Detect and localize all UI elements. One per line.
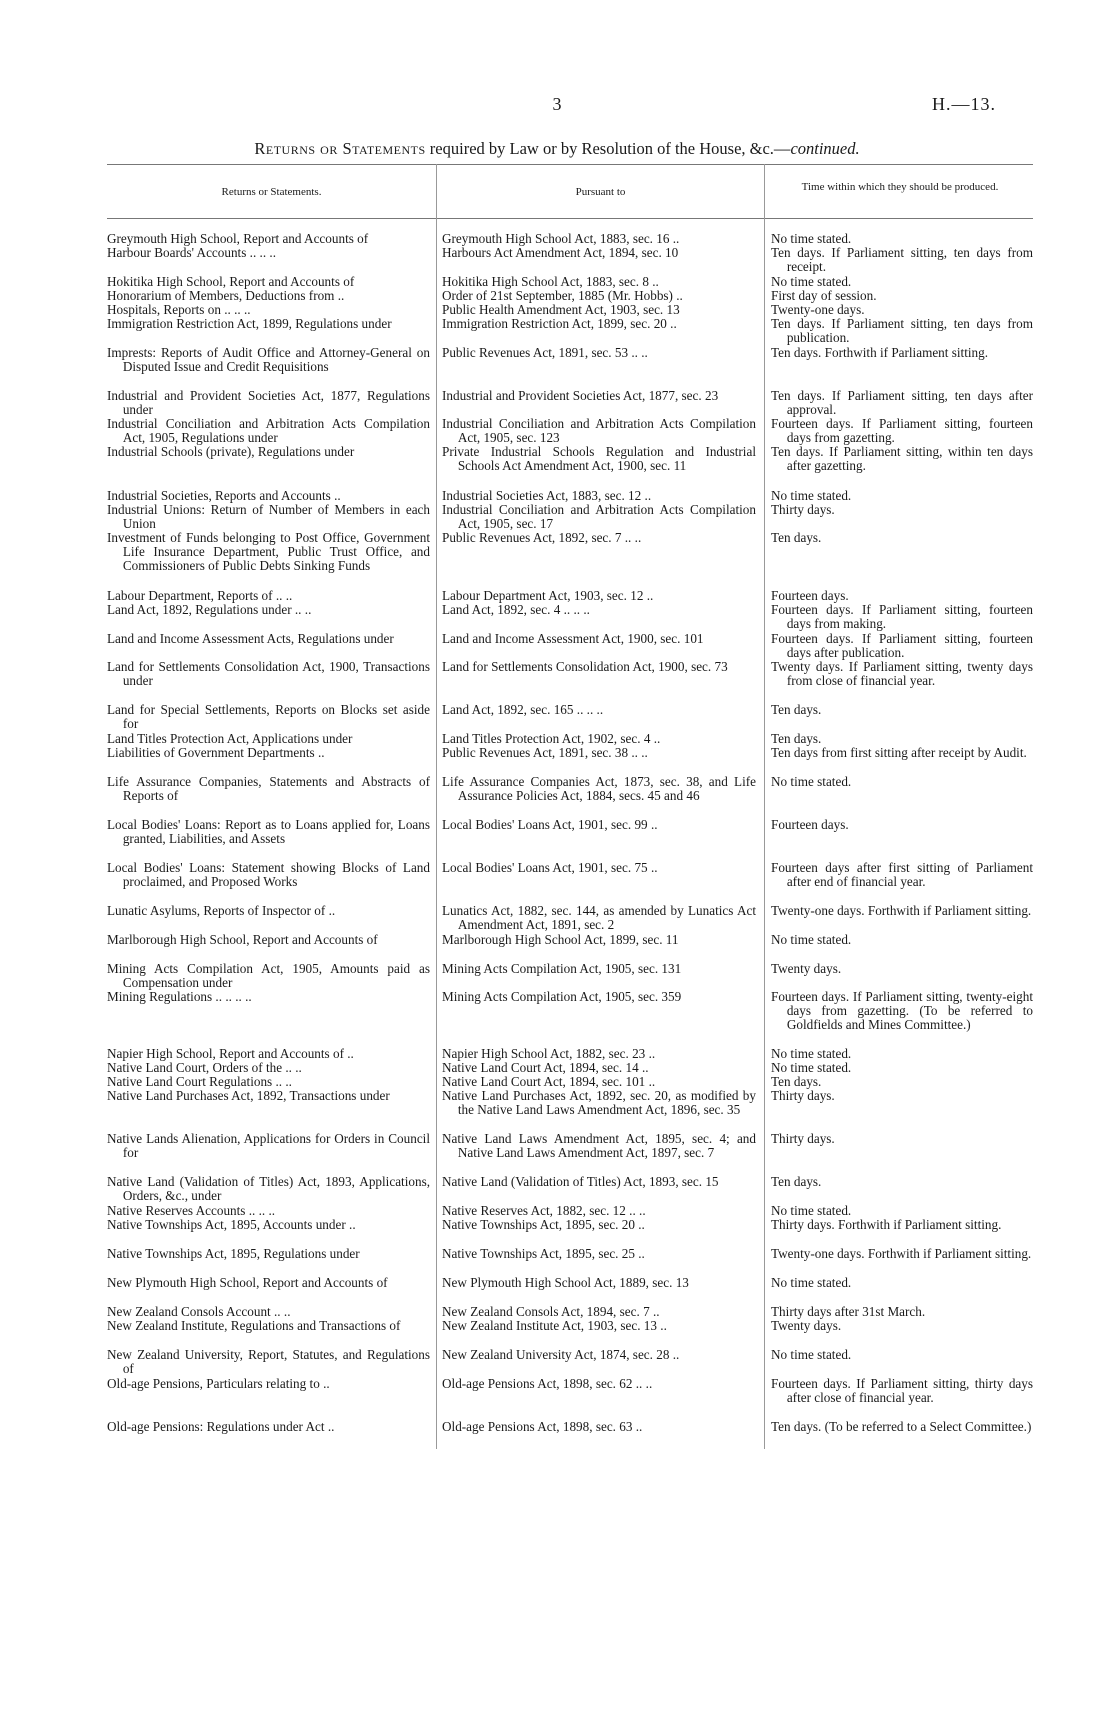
- pursuant-cell: Mining Acts Compilation Act, 1905, sec. 359: [442, 989, 682, 1004]
- pursuant-cell: Napier High School Act, 1882, sec. 23 ..: [442, 1046, 656, 1061]
- time-cell: Fourteen days.: [771, 588, 849, 603]
- time-cell: First day of session.: [771, 288, 877, 303]
- returns-cell: Industrial Societies, Reports and Accounts ..: [107, 488, 341, 503]
- returns-cell: Industrial Unions: Return of Number of Members in each Union: [107, 502, 430, 532]
- returns-cell: Land Act, 1892, Regulations under .. ..: [107, 602, 312, 617]
- returns-cell: Land for Settlements Consolidation Act, 1900, Transactions under: [107, 659, 430, 689]
- returns-cell: New Plymouth High School, Report and Accounts of: [107, 1275, 388, 1290]
- document-code: H.—13.: [932, 94, 996, 114]
- page-number: 3: [552, 94, 562, 114]
- returns-cell: Industrial Schools (private), Regulations under: [107, 444, 355, 459]
- pursuant-cell: Life Assurance Companies Act, 1873, sec. 38, and Life Assurance Policies Act, 1884, secs. 45 and 46: [442, 774, 756, 804]
- returns-cell: Local Bodies' Loans: Report as to Loans applied for, Loans granted, Liabilities, and Assets: [107, 817, 430, 847]
- time-cell: Thirty days. Forthwith if Parliament sitting.: [771, 1217, 1002, 1232]
- returns-cell: Napier High School, Report and Accounts of ..: [107, 1046, 354, 1061]
- time-cell: Thirty days.: [771, 1131, 835, 1146]
- pursuant-cell: Industrial Conciliation and Arbitration Acts Compilation Act, 1905, sec. 123: [442, 416, 756, 446]
- pursuant-cell: Industrial Societies Act, 1883, sec. 12 ..: [442, 488, 652, 503]
- pursuant-cell: Industrial Conciliation and Arbitration Acts Compilation Act, 1905, sec. 17: [442, 502, 756, 532]
- time-cell: No time stated.: [771, 1060, 852, 1075]
- returns-cell: Land and Income Assessment Acts, Regulations under: [107, 631, 394, 646]
- returns-cell: Investment of Funds belonging to Post Office, Government Life Insurance Department, Public Trust Office, and Commissioners of Public Debts Sinking Funds: [107, 530, 430, 574]
- returns-cell: Hospitals, Reports on .. .. ..: [107, 302, 251, 317]
- pursuant-cell: Native Land Purchases Act, 1892, sec. 20, as modified by the Native Land Laws Amendment Act, 1896, sec. 35: [442, 1088, 756, 1118]
- pursuant-cell: Native Townships Act, 1895, sec. 20 ..: [442, 1217, 645, 1232]
- pursuant-cell: Native Reserves Act, 1882, sec. 12 .. ..: [442, 1203, 646, 1218]
- pursuant-cell: Harbours Act Amendment Act, 1894, sec. 10: [442, 245, 679, 260]
- returns-cell: Local Bodies' Loans: Statement showing Blocks of Land proclaimed, and Proposed Works: [107, 860, 430, 890]
- pursuant-cell: Public Revenues Act, 1891, sec. 53 .. ..: [442, 345, 648, 360]
- pursuant-cell: Old-age Pensions Act, 1898, sec. 63 ..: [442, 1419, 643, 1434]
- time-cell: Twenty days.: [771, 961, 842, 976]
- time-cell: No time stated.: [771, 774, 852, 789]
- time-cell: Ten days.: [771, 702, 822, 717]
- time-cell: Fourteen days. If Parliament sitting, thirty days after close of financial year.: [771, 1376, 1033, 1406]
- column-header-time: Time within which they should be produced.: [801, 181, 999, 193]
- time-cell: Twenty-one days. Forthwith if Parliament sitting.: [771, 903, 1032, 918]
- time-cell: Ten days from first sitting after receipt by Audit.: [771, 745, 1027, 760]
- time-cell: No time stated.: [771, 274, 852, 289]
- pursuant-cell: Land Act, 1892, sec. 4 .. .. ..: [442, 602, 590, 617]
- header-rule: [107, 218, 1033, 219]
- pursuant-cell: Local Bodies' Loans Act, 1901, sec. 75 ..: [442, 860, 658, 875]
- time-cell: Ten days.: [771, 1074, 822, 1089]
- time-cell: No time stated.: [771, 1275, 852, 1290]
- pursuant-cell: New Plymouth High School Act, 1889, sec. 13: [442, 1275, 689, 1290]
- time-cell: No time stated.: [771, 1347, 852, 1362]
- time-cell: Fourteen days. If Parliament sitting, fourteen days after publication.: [771, 631, 1033, 661]
- time-cell: No time stated.: [771, 1046, 852, 1061]
- pursuant-cell: New Zealand University Act, 1874, sec. 28 ..: [442, 1347, 680, 1362]
- pursuant-cell: Native Land Court Act, 1894, sec. 14 ..: [442, 1060, 649, 1075]
- returns-cell: Mining Regulations .. .. .. ..: [107, 989, 252, 1004]
- time-cell: Ten days. Forthwith if Parliament sitting.: [771, 345, 989, 360]
- pursuant-cell: Order of 21st September, 1885 (Mr. Hobbs) ..: [442, 288, 683, 303]
- returns-cell: Native Townships Act, 1895, Regulations under: [107, 1246, 360, 1261]
- title-main: Returns or Statements: [254, 139, 426, 158]
- returns-cell: Native Land (Validation of Titles) Act, 1893, Applications, Orders, &c., under: [107, 1174, 430, 1204]
- time-cell: No time stated.: [771, 488, 852, 503]
- time-cell: Thirty days after 31st March.: [771, 1304, 926, 1319]
- time-cell: Ten days.: [771, 731, 822, 746]
- pursuant-cell: Old-age Pensions Act, 1898, sec. 62 .. ..: [442, 1376, 653, 1391]
- pursuant-cell: Marlborough High School Act, 1899, sec. 11: [442, 932, 679, 947]
- title-middle: required by Law or by Resolution of the House, &c.—: [425, 139, 791, 158]
- pursuant-cell: Native Land Laws Amendment Act, 1895, sec. 4; and Native Land Laws Amendment Act, 1897, sec. 7: [442, 1131, 756, 1161]
- title-continued: continued.: [790, 139, 860, 158]
- time-cell: Fourteen days. If Parliament sitting, twenty-eight days from gazetting. (To be referred to Goldfields and Mines Committee.): [771, 989, 1033, 1033]
- time-cell: Twenty days.: [771, 1318, 842, 1333]
- pursuant-cell: Public Revenues Act, 1891, sec. 38 .. ..: [442, 745, 648, 760]
- pursuant-cell: Greymouth High School Act, 1883, sec. 16 ..: [442, 231, 680, 246]
- returns-cell: Lunatic Asylums, Reports of Inspector of ..: [107, 903, 336, 918]
- time-cell: Ten days. (To be referred to a Select Committee.): [771, 1419, 1032, 1434]
- pursuant-cell: Public Revenues Act, 1892, sec. 7 .. ..: [442, 530, 642, 545]
- pursuant-cell: New Zealand Institute Act, 1903, sec. 13 ..: [442, 1318, 667, 1333]
- returns-cell: Land Titles Protection Act, Applications under: [107, 731, 353, 746]
- pursuant-cell: Mining Acts Compilation Act, 1905, sec. 131: [442, 961, 682, 976]
- returns-cell: Labour Department, Reports of .. ..: [107, 588, 293, 603]
- column-divider-1: [436, 164, 437, 1449]
- time-cell: Thirty days.: [771, 1088, 835, 1103]
- returns-cell: Mining Acts Compilation Act, 1905, Amounts paid as Compensation under: [107, 961, 430, 991]
- returns-cell: Liabilities of Government Departments ..: [107, 745, 325, 760]
- time-cell: Thirty days.: [771, 502, 835, 517]
- pursuant-cell: Immigration Restriction Act, 1899, sec. 20 ..: [442, 316, 677, 331]
- pursuant-cell: Native Land Court Act, 1894, sec. 101 ..: [442, 1074, 656, 1089]
- pursuant-cell: Local Bodies' Loans Act, 1901, sec. 99 ..: [442, 817, 658, 832]
- returns-cell: Greymouth High School, Report and Accounts of: [107, 231, 369, 246]
- time-cell: Twenty days. If Parliament sitting, twenty days from close of financial year.: [771, 659, 1033, 689]
- pursuant-cell: Land Act, 1892, sec. 165 .. .. ..: [442, 702, 604, 717]
- time-cell: Ten days.: [771, 1174, 822, 1189]
- pursuant-cell: Private Industrial Schools Regulation and Industrial Schools Act Amendment Act, 1900, sec. 11: [442, 444, 756, 474]
- returns-cell: Honorarium of Members, Deductions from ..: [107, 288, 345, 303]
- time-cell: Fourteen days. If Parliament sitting, fourteen days from gazetting.: [771, 416, 1033, 446]
- returns-cell: Life Assurance Companies, Statements and Abstracts of Reports of: [107, 774, 430, 804]
- pursuant-cell: Industrial and Provident Societies Act, 1877, sec. 23: [442, 388, 719, 403]
- pursuant-cell: Hokitika High School Act, 1883, sec. 8 ..: [442, 274, 659, 289]
- time-cell: Ten days. If Parliament sitting, ten days from receipt.: [771, 245, 1033, 275]
- returns-cell: Native Reserves Accounts .. .. ..: [107, 1203, 276, 1218]
- returns-cell: Native Lands Alienation, Applications for Orders in Council for: [107, 1131, 430, 1161]
- pursuant-cell: Native Townships Act, 1895, sec. 25 ..: [442, 1246, 645, 1261]
- time-cell: Fourteen days after first sitting of Parliament after end of financial year.: [771, 860, 1033, 890]
- pursuant-cell: Labour Department Act, 1903, sec. 12 ..: [442, 588, 654, 603]
- returns-cell: Land for Special Settlements, Reports on Blocks set aside for: [107, 702, 430, 732]
- returns-cell: Native Land Purchases Act, 1892, Transactions under: [107, 1088, 390, 1103]
- pursuant-cell: Land Titles Protection Act, 1902, sec. 4 ..: [442, 731, 661, 746]
- returns-cell: Old-age Pensions, Particulars relating to ..: [107, 1376, 330, 1391]
- time-cell: Twenty-one days. Forthwith if Parliament sitting.: [771, 1246, 1032, 1261]
- top-rule: [107, 164, 1033, 165]
- time-cell: No time stated.: [771, 1203, 852, 1218]
- time-cell: Ten days.: [771, 530, 822, 545]
- pursuant-cell: Public Health Amendment Act, 1903, sec. 13: [442, 302, 680, 317]
- returns-cell: Immigration Restriction Act, 1899, Regulations under: [107, 316, 392, 331]
- returns-cell: New Zealand Institute, Regulations and Transactions of: [107, 1318, 401, 1333]
- time-cell: Fourteen days. If Parliament sitting, fourteen days from making.: [771, 602, 1033, 632]
- returns-cell: Industrial Conciliation and Arbitration Acts Compilation Act, 1905, Regulations under: [107, 416, 430, 446]
- returns-cell: New Zealand University, Report, Statutes, and Regulations of: [107, 1347, 430, 1377]
- time-cell: Ten days. If Parliament sitting, ten days after approval.: [771, 388, 1033, 418]
- returns-cell: New Zealand Consols Account .. ..: [107, 1304, 291, 1319]
- returns-cell: Harbour Boards' Accounts .. .. ..: [107, 245, 277, 260]
- time-cell: No time stated.: [771, 932, 852, 947]
- pursuant-cell: New Zealand Consols Act, 1894, sec. 7 ..: [442, 1304, 660, 1319]
- pursuant-cell: Lunatics Act, 1882, sec. 144, as amended by Lunatics Act Amendment Act, 1891, sec. 2: [442, 903, 756, 933]
- time-cell: Twenty-one days.: [771, 302, 865, 317]
- returns-cell: Old-age Pensions: Regulations under Act ..: [107, 1419, 335, 1434]
- returns-cell: Imprests: Reports of Audit Office and Attorney-General on Disputed Issue and Credit Requisitions: [107, 345, 430, 375]
- time-cell: Fourteen days.: [771, 817, 849, 832]
- column-divider-2: [764, 164, 765, 1449]
- returns-cell: Native Land Court Regulations .. ..: [107, 1074, 292, 1089]
- returns-cell: Industrial and Provident Societies Act, 1877, Regulations under: [107, 388, 430, 418]
- returns-cell: Native Land Court, Orders of the .. ..: [107, 1060, 302, 1075]
- returns-cell: Hokitika High School, Report and Accounts of: [107, 274, 355, 289]
- returns-cell: Marlborough High School, Report and Accounts of: [107, 932, 378, 947]
- pursuant-cell: Land and Income Assessment Act, 1900, sec. 101: [442, 631, 704, 646]
- column-header-pursuant: Pursuant to: [575, 186, 626, 198]
- time-cell: Ten days. If Parliament sitting, within ten days after gazetting.: [771, 444, 1033, 474]
- page-title: [0, 139, 1114, 159]
- time-cell: No time stated.: [771, 231, 852, 246]
- pursuant-cell: Native Land (Validation of Titles) Act, 1893, sec. 15: [442, 1174, 719, 1189]
- column-header-returns: Returns or Statements.: [221, 186, 322, 198]
- returns-cell: Native Townships Act, 1895, Accounts under ..: [107, 1217, 356, 1232]
- time-cell: Ten days. If Parliament sitting, ten days from publication.: [771, 316, 1033, 346]
- pursuant-cell: Land for Settlements Consolidation Act, 1900, sec. 73: [442, 659, 728, 674]
